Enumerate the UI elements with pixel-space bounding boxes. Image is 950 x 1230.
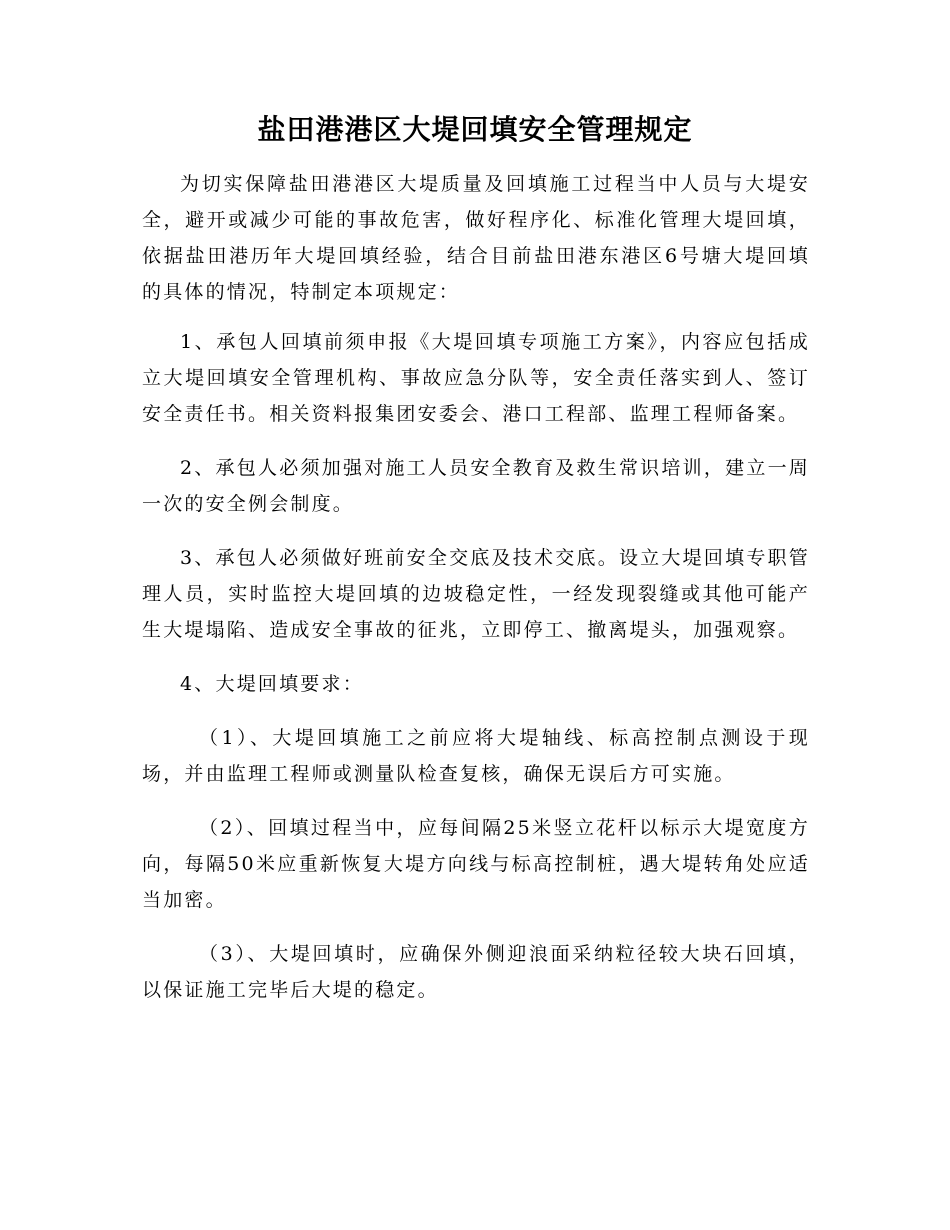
clause-3-paragraph: 3、承包人必须做好班前安全交底及技术交底。设立大堤回填专职管理人员，实时监控大堤回填的边坡稳定性，一经发现裂缝或其他可能产生大堤塌陷、造成安全事故的征兆，立即停工、撤离堤头，加强观察。 [142, 547, 810, 641]
intro-paragraph: 为切实保障盐田港港区大堤质量及回填施工过程当中人员与大堤安全，避开或减少可能的事故危害，做好程序化、标准化管理大堤回填，依据盐田港历年大堤回填经验，结合目前盐田港东港区6号塘大堤回填的具体的情况，特制定本项规定： [142, 173, 810, 303]
clause-2-paragraph: 2、承包人必须加强对施工人员安全教育及救生常识培训，建立一周一次的安全例会制度。 [142, 457, 810, 515]
document-title: 盐田港港区大堤回填安全管理规定 [257, 113, 693, 146]
clause-4-item-1: （1）、大堤回填施工之前应将大堤轴线、标高控制点测设于现场，并由监理工程师或测量队检查复核，确保无误后方可实施。 [142, 727, 810, 785]
clause-4-item-3: （3）、大堤回填时，应确保外侧迎浪面采纳粒径较大块石回填，以保证施工完毕后大堤的稳定。 [142, 943, 810, 1001]
document-body [142, 166, 810, 1026]
clause-4-heading: 4、大堤回填要求： [180, 673, 364, 695]
clause-1-paragraph: 1、承包人回填前须申报《大堤回填专项施工方案》，内容应包括成立大堤回填安全管理机构、事故应急分队等，安全责任落实到人、签订安全责任书。相关资料报集团安委会、港口工程部、监理工程师备案。 [142, 331, 810, 425]
clause-4-item-2: （2）、回填过程当中，应每间隔25米竖立花杆以标示大堤宽度方向，每隔50米应重新恢复大堤方向线与标高控制桩，遇大堤转角处应适当加密。 [142, 817, 810, 911]
